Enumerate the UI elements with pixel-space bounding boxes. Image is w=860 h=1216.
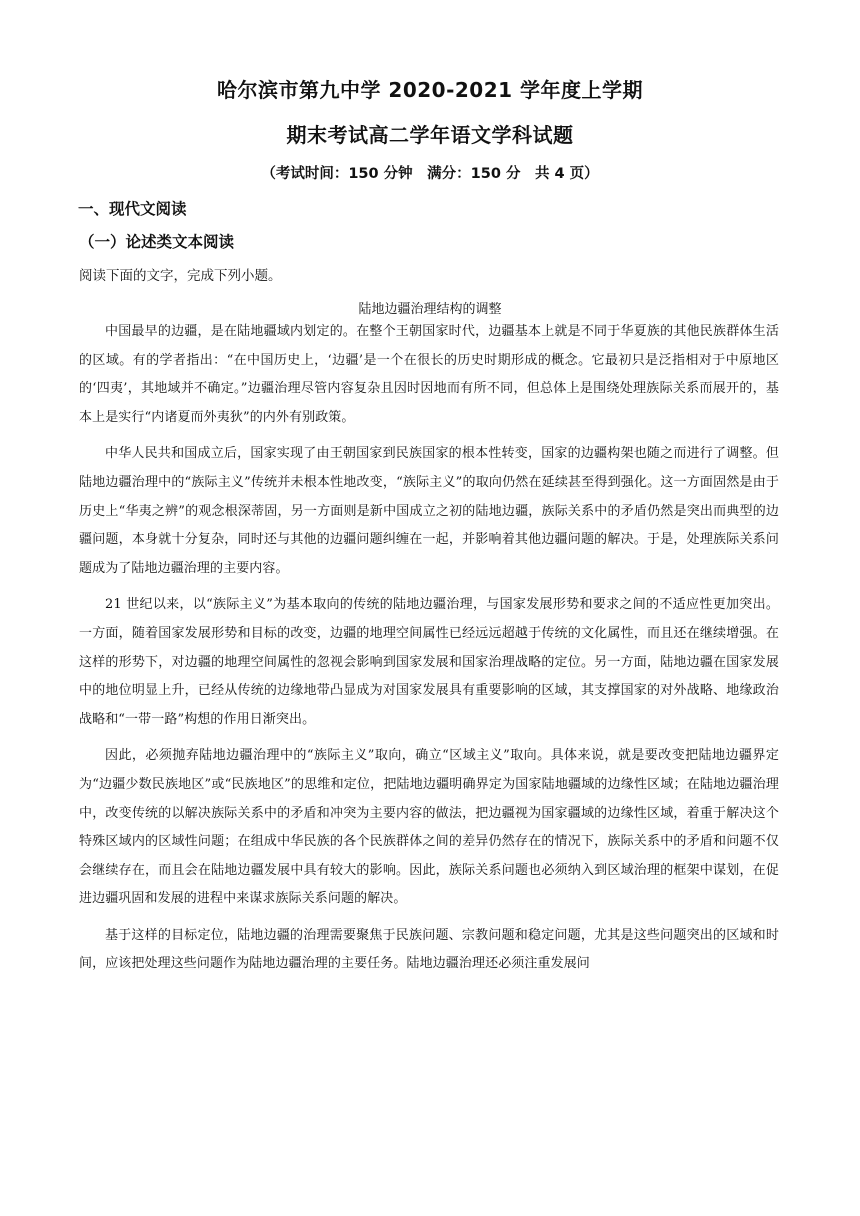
section-heading: 一、现代文阅读	[78, 200, 187, 218]
article-paragraph: 基于这样的目标定位，陆地边疆的治理需要聚焦于民族问题、宗教问题和稳定问题，尤其是这些问题突出的区域和时间，应该把处理这些问题作为陆地边疆治理的主要任务。陆地边疆治理还必须注重发展问	[79, 927, 779, 972]
exam-info: （考试时间：150 分钟 满分：150 分 共 4 页）	[261, 166, 599, 182]
article-paragraph: 因此，必须抛弃陆地边疆治理中的“族际主义”取向，确立“区域主义”取向。具体来说，就是要改变把陆地边疆界定为“边疆少数民族地区”或“民族地区”的思维和定位，把陆地边疆明确界定为国家陆地疆域的边缘性区域；在陆地边疆治理中，改变传统的以解决族际关系中的矛盾和冲突为主要内容的做法，把边疆视为国家疆域的边缘性区域，着重于解决这个特殊区域内的区域性问题；在组成中华民族的各个民族群体之间的差异仍然存在的情况下，族际关系中的矛盾和问题不仅会继续存在，而且会在陆地边疆发展中具有较大的影响。因此，族际关系问题也必须纳入到区域治理的框架中谋划，在促进边疆巩固和发展的进程中来谋求族际关系问题的解决。	[79, 748, 779, 907]
article-paragraph: 中华人民共和国成立后，国家实现了由王朝国家到民族国家的根本性转变，国家的边疆构架也随之而进行了调整。但陆地边疆治理中的“族际主义”传统并未根本性地改变，“族际主义”的取向仍然在延续甚至得到强化。这一方面固然是由于历史上“华夷之辨”的观念根深蒂固，另一方面则是新中国成立之初的陆地边疆，族际关系中的矛盾仍然是突出而典型的边疆问题，本身就十分复杂，同时还与其他的边疆问题纠缠在一起，并影响着其他边疆问题的解决。于是，处理族际关系问题成为了陆地边疆治理的主要内容。	[79, 446, 779, 576]
document-title-line2: 期末考试高二学年语文学科试题	[286, 123, 574, 147]
subsection-heading: （一）论述类文本阅读	[79, 233, 235, 251]
article-body	[79, 318, 779, 987]
article-paragraph: 21 世纪以来，以“族际主义”为基本取向的传统的陆地边疆治理，与国家发展形势和要求之间的不适应性更加突出。一方面，随着国家发展形势和目标的改变，边疆的地理空间属性已经远远超越于传统的文化属性，而且还在继续增强。在这样的形势下，对边疆的地理空间属性的忽视会影响到国家发展和国家治理战略的定位。另一方面，陆地边疆在国家发展中的地位明显上升，已经从传统的边缘地带凸显成为对国家发展具有重要影响的区域，其支撑国家的对外战略、地缘政治战略和“一带一路”构想的作用日渐突出。	[79, 597, 779, 727]
article-title: 陆地边疆治理结构的调整	[358, 302, 502, 317]
article-paragraph: 中国最早的边疆，是在陆地疆域内划定的。在整个王朝国家时代，边疆基本上就是不同于华夏族的其他民族群体生活的区域。有的学者指出：“在中国历史上，‘边疆’是一个在很长的历史时期形成的概念。它最初只是泛指相对于中原地区的‘四夷’，其地域并不确定。”边疆治理尽管内容复杂且因时因地而有所不同，但总体上是围绕处理族际关系而展开的，基本上是实行“内诸夏而外夷狄”的内外有别政策。	[79, 324, 779, 425]
document-title-line1: 哈尔滨市第九中学 2020-2021 学年度上学期	[216, 78, 644, 102]
reading-instruction: 阅读下面的文字，完成下列小题。	[79, 268, 282, 284]
